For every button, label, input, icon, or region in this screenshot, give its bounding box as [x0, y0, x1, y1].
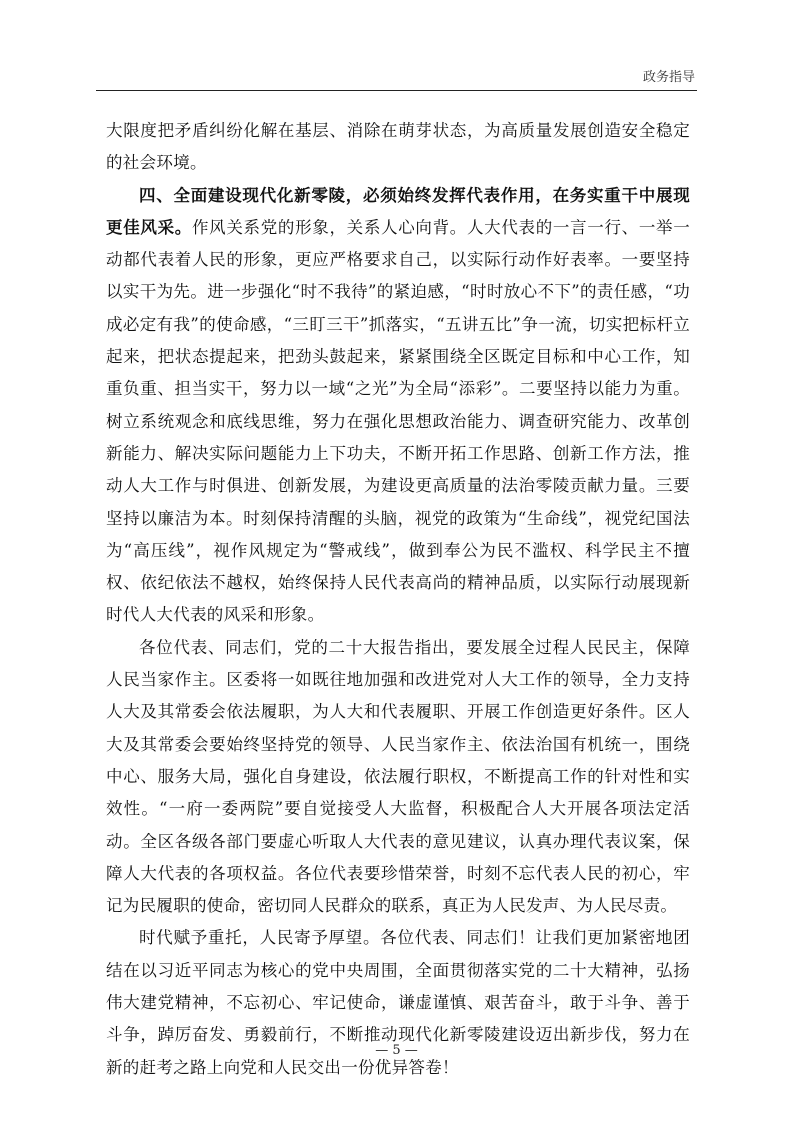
- paragraph-text: 各位代表、同志们，党的二十大报告指出，要发展全过程人民民主，保障人民当家作主。区委将一如既往地加强和改进党对人大工作的领导，全力支持人大及其常委会依法履职，为人大和代表履职、开展工作创造更好条件。区人大及其常委会要始终坚持党的领导、人民当家作主、依法治国有机统一，围绕中心、服务大局，强化自身建设，依法履行职权，不断提高工作的针对性和实效性。“一府一委两院”要自觉接受人大监督，积极配合人大开展各项法定活动。全区各级各部门要虚心听取人大代表的意见建议，认真办理代表议案，保障人大代表的各项权益。各位代表要珍惜荣誉，时刻不忘代表人民的初心，牢记为民履职的使命，密切同人民群众的联系，真正为人民发声、为人民尽责。: [106, 637, 690, 916]
- paragraph-continuation: [106, 115, 690, 180]
- page-number: — 5 —: [375, 1043, 418, 1058]
- document-body: [106, 115, 690, 1084]
- paragraph-bold-heading: 四、全面建设现代化新零陵，必须始终发挥代表作用，在务实重干中展现更佳风采。: [106, 185, 690, 237]
- paragraph-address-delegates: [106, 632, 690, 923]
- paragraph-text: 作风关系党的形象，关系人心向背。人大代表的一言一行、一举一动都代表着人民的形象，更应严格要求自己，以实际行动作好表率。一要坚持以实干为先。进一步强化“时不我待”的紧迫感，“时时放心不下”的责任感，“功成必定有我”的使命感，“三盯三干”抓落实，“五讲五比”争一流，切实把标杆立起来，把状态提起来，把劲头鼓起来，紧紧围绕全区既定目标和中心工作，知重负重、担当实干，努力以一域“之光”为全局“添彩”。二要坚持以能力为重。树立系统观念和底线思维，努力在强化思想政治能力、调查研究能力、改革创新能力、解决实际问题能力上下功夫，不断开拓工作思路、创新工作方法，推动人大工作与时俱进、创新发展，为建设更高质量的法治零陵贡献力量。三要坚持以廉洁为本。时刻保持清醒的头脑，视党的政策为“生命线”，视党纪国法为“高压线”，视作风规定为“警戒线”，做到奉公为民不滥权、科学民主不擅权、依纪依法不越权，始终保持人民代表高尚的精神品质，以实际行动展现新时代人大代表的风采和形象。: [106, 217, 691, 625]
- paragraph-text: 大限度把矛盾纠纷化解在基层、消除在萌芽状态，为高质量发展创造安全稳定的社会环境。: [106, 121, 690, 173]
- running-header-section-label: 政务指导: [642, 70, 695, 85]
- header-divider: [96, 90, 697, 91]
- paragraph-closing: [106, 922, 690, 1083]
- paragraph-section-four: [106, 180, 690, 632]
- paragraph-text: 时代赋予重托，人民寄予厚望。各位代表、同志们！让我们更加紧密地团结在以习近平同志为核心的党中央周围，全面贯彻落实党的二十大精神，弘扬伟大建党精神，不忘初心、牢记使命，谦虚谨慎、艰苦奋斗，敢于斗争、善于斗争，踔厉奋发、勇毅前行，不断推动现代化新零陵建设迈出新步伐，努力在新的赶考之路上向党和人民交出一份优异答卷！: [106, 928, 690, 1077]
